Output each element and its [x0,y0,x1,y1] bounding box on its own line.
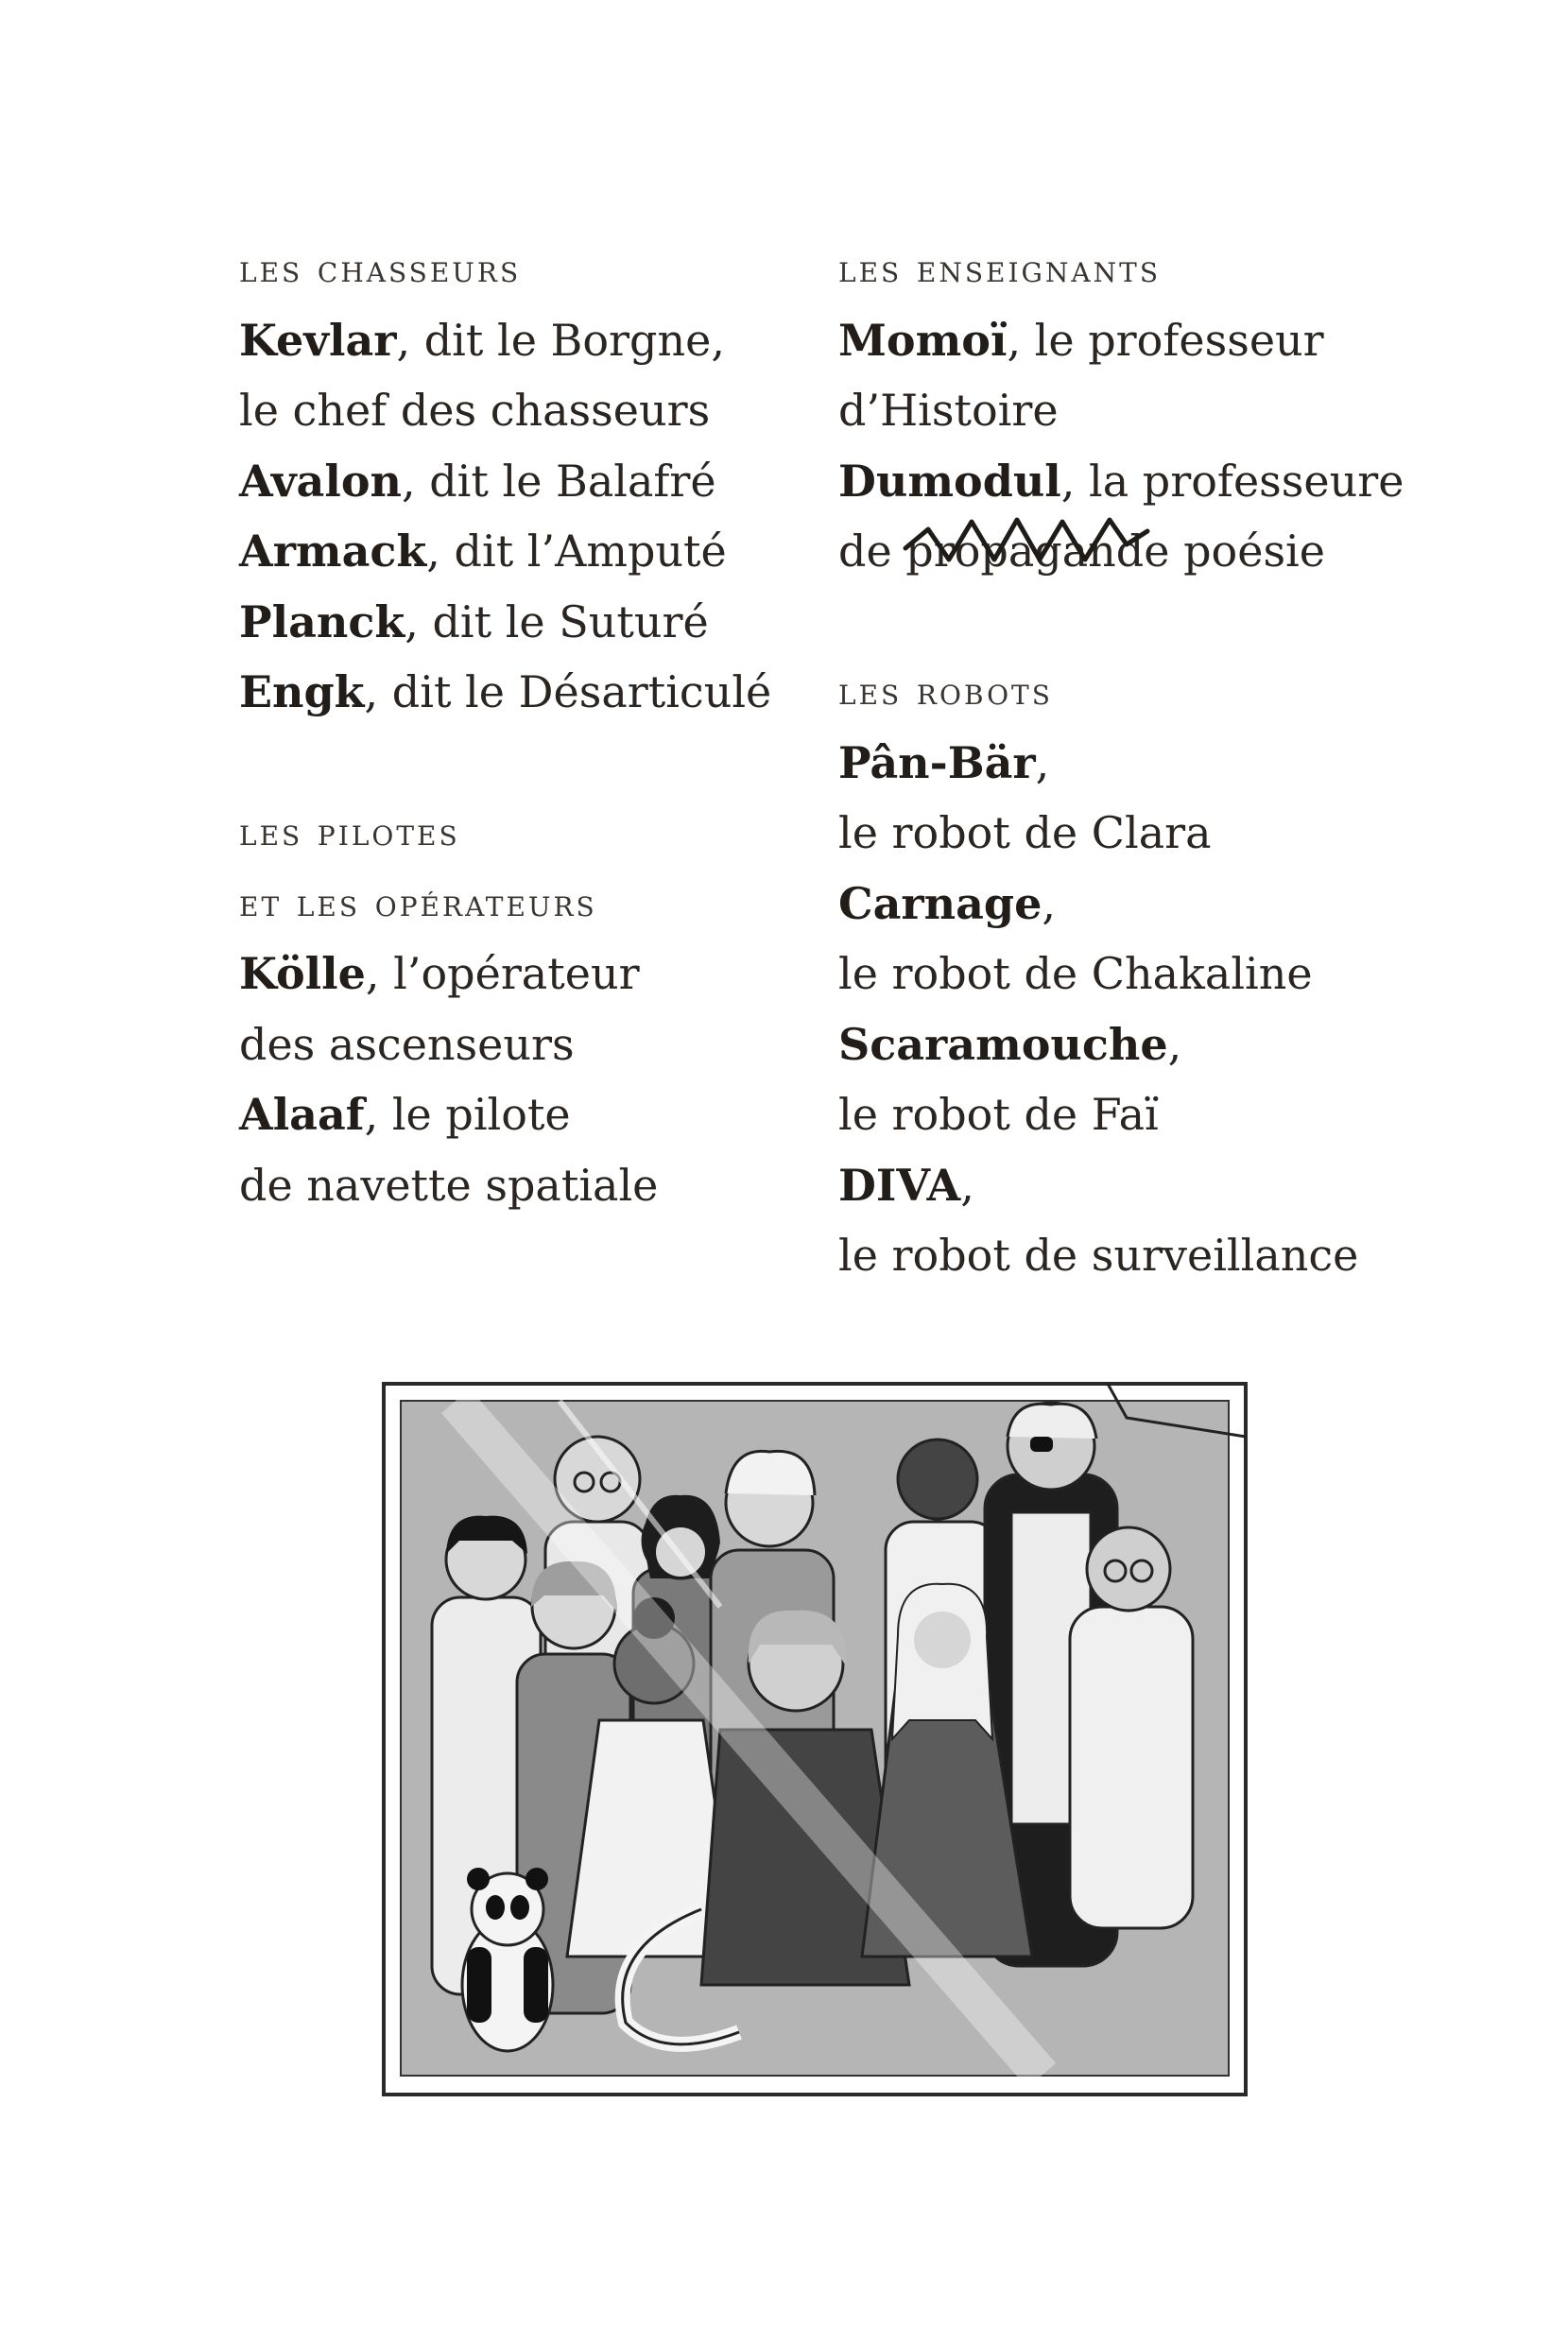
character-desc: , dit l’Amputé [426,526,727,577]
character-desc: , [960,1159,974,1211]
right-column [838,234,1424,1291]
character-desc: , l’opérateur [365,948,640,999]
character-entry [239,587,768,658]
text-suffix: poésie [1169,526,1325,577]
character-name: Engk [239,666,365,717]
section-heading-chasseurs: les chasseurs [239,248,522,291]
character-name: Momoï [838,314,1008,366]
character-entry-cont: de navette spatiale [239,1159,659,1211]
character-desc: , dit le Suturé [405,595,709,647]
character-entry [838,1009,1424,1080]
character-entry [239,446,768,517]
character-name: Avalon [239,455,402,507]
character-entry-cont: le chef des chasseurs [239,385,711,436]
struck-word [905,516,1169,587]
section-heading-enseignants: les enseignants [838,248,1161,291]
character-entry-cont: des ascenseurs [239,1018,575,1070]
group-photo-illustration [380,1380,1249,2098]
character-name: Kölle [239,948,366,999]
character-entry [838,869,1424,940]
scribble-strike-mark [900,510,1164,577]
character-entry-cont: d’Histoire [838,385,1059,436]
character-desc: , [1035,736,1050,788]
character-entry [838,446,1424,517]
spacer [838,587,1424,658]
character-name: Kevlar [239,314,397,366]
character-entry [239,305,768,376]
character-entry [838,1150,1424,1221]
character-desc: , le professeur [1007,314,1324,366]
character-name: Armack [239,526,427,577]
character-entry-cont: le robot de surveillance [838,1230,1359,1281]
character-name: Carnage [838,877,1042,929]
character-entry-cont: le robot de Chakaline [838,948,1313,999]
character-entry [838,305,1424,376]
character-desc: , [1167,1018,1182,1070]
character-entry-cont: le robot de Faï [838,1089,1159,1140]
character-desc: , dit le Balafré [401,455,716,507]
section-heading-robots: les robots [838,670,1053,714]
character-entry [239,657,772,728]
character-entry [838,728,1424,799]
character-name: Dumodul [838,455,1061,507]
character-name: Scaramouche [838,1018,1168,1070]
text-prefix: de [838,526,906,577]
left-column [239,234,772,1220]
section-heading-pilotes: les pilotes [239,811,460,854]
section-heading-operateurs: et les opérateurs [239,881,597,925]
character-desc: , dit le Borgne, [396,314,725,366]
character-name: Alaaf [239,1089,365,1140]
character-entry-cont: le robot de Clara [838,807,1212,858]
character-entry-cont [838,516,1424,587]
character-name: DIVA [838,1159,961,1211]
struck-word-text: propagande [905,526,1170,577]
character-entry [239,939,768,1009]
character-desc: , [1042,877,1056,929]
spacer [239,728,768,799]
character-name: Pân-Bär [838,736,1036,788]
character-desc: , dit le Désarticulé [364,666,772,717]
character-entry [239,516,768,587]
character-entry [239,1079,768,1150]
character-desc: , la professeure [1060,455,1404,507]
character-desc: , le pilote [364,1089,571,1140]
character-name: Planck [239,595,405,647]
